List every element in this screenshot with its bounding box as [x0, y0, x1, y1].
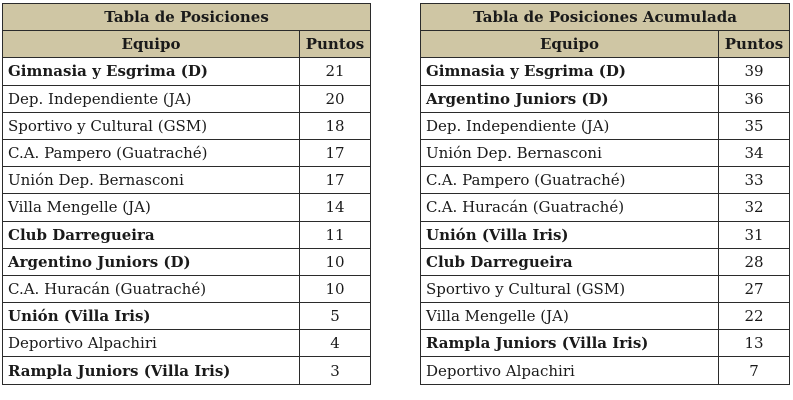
team-name: Club Darregueira [421, 248, 719, 275]
cumulative-standings-table [420, 3, 790, 385]
team-points: 5 [300, 303, 371, 330]
team-points: 27 [719, 275, 790, 302]
table-title: Tabla de Posiciones Acumulada [421, 4, 790, 31]
team-name: Gimnasia y Esgrima (D) [421, 58, 719, 85]
team-name: Rampla Juniors (Villa Iris) [421, 330, 719, 357]
team-points: 34 [719, 139, 790, 166]
team-name: Club Darregueira [3, 221, 300, 248]
team-points: 7 [719, 357, 790, 384]
team-points: 28 [719, 248, 790, 275]
table-title: Tabla de Posiciones [3, 4, 371, 31]
table-row [421, 112, 790, 139]
team-points: 13 [719, 330, 790, 357]
team-points: 22 [719, 303, 790, 330]
table-row [3, 194, 371, 221]
team-points: 3 [300, 357, 371, 384]
team-points: 11 [300, 221, 371, 248]
team-name: C.A. Huracán (Guatraché) [421, 194, 719, 221]
team-points: 10 [300, 275, 371, 302]
team-points: 4 [300, 330, 371, 357]
table-row [3, 303, 371, 330]
team-name: Gimnasia y Esgrima (D) [3, 58, 300, 85]
team-points: 36 [719, 85, 790, 112]
team-name: Dep. Independiente (JA) [3, 85, 300, 112]
team-name: C.A. Pampero (Guatraché) [3, 139, 300, 166]
table-row [421, 194, 790, 221]
table-row [421, 139, 790, 166]
table-row [3, 167, 371, 194]
team-name: Unión (Villa Iris) [421, 221, 719, 248]
table-row [3, 85, 371, 112]
team-name: Deportivo Alpachiri [3, 330, 300, 357]
team-name: Argentino Juniors (D) [421, 85, 719, 112]
team-name: Sportivo y Cultural (GSM) [421, 275, 719, 302]
team-points: 32 [719, 194, 790, 221]
table-row [3, 275, 371, 302]
team-points: 33 [719, 167, 790, 194]
team-points: 20 [300, 85, 371, 112]
table-row [421, 303, 790, 330]
table-row [3, 248, 371, 275]
table-row [421, 275, 790, 302]
team-points: 17 [300, 139, 371, 166]
column-header-points: Puntos [719, 31, 790, 58]
standings-table [2, 3, 371, 385]
team-name: Rampla Juniors (Villa Iris) [3, 357, 300, 384]
table-row [421, 357, 790, 384]
table-row [3, 330, 371, 357]
table-row [421, 221, 790, 248]
team-name: Argentino Juniors (D) [3, 248, 300, 275]
team-points: 21 [300, 58, 371, 85]
team-points: 17 [300, 167, 371, 194]
team-points: 39 [719, 58, 790, 85]
team-points: 18 [300, 112, 371, 139]
team-points: 14 [300, 194, 371, 221]
team-name: C.A. Pampero (Guatraché) [421, 167, 719, 194]
team-points: 31 [719, 221, 790, 248]
team-points: 10 [300, 248, 371, 275]
team-name: Dep. Independiente (JA) [421, 112, 719, 139]
table-row [421, 248, 790, 275]
team-points: 35 [719, 112, 790, 139]
column-header-points: Puntos [300, 31, 371, 58]
table-row [3, 58, 371, 85]
column-header-team: Equipo [3, 31, 300, 58]
table-row [421, 167, 790, 194]
team-name: Sportivo y Cultural (GSM) [3, 112, 300, 139]
table-row [3, 139, 371, 166]
table-row [3, 357, 371, 384]
team-name: C.A. Huracán (Guatraché) [3, 275, 300, 302]
table-row [421, 85, 790, 112]
table-row [421, 330, 790, 357]
team-name: Villa Mengelle (JA) [3, 194, 300, 221]
team-name: Villa Mengelle (JA) [421, 303, 719, 330]
table-row [3, 221, 371, 248]
table-row [3, 112, 371, 139]
team-name: Unión Dep. Bernasconi [421, 139, 719, 166]
column-header-team: Equipo [421, 31, 719, 58]
table-row [421, 58, 790, 85]
team-name: Unión Dep. Bernasconi [3, 167, 300, 194]
team-name: Deportivo Alpachiri [421, 357, 719, 384]
team-name: Unión (Villa Iris) [3, 303, 300, 330]
